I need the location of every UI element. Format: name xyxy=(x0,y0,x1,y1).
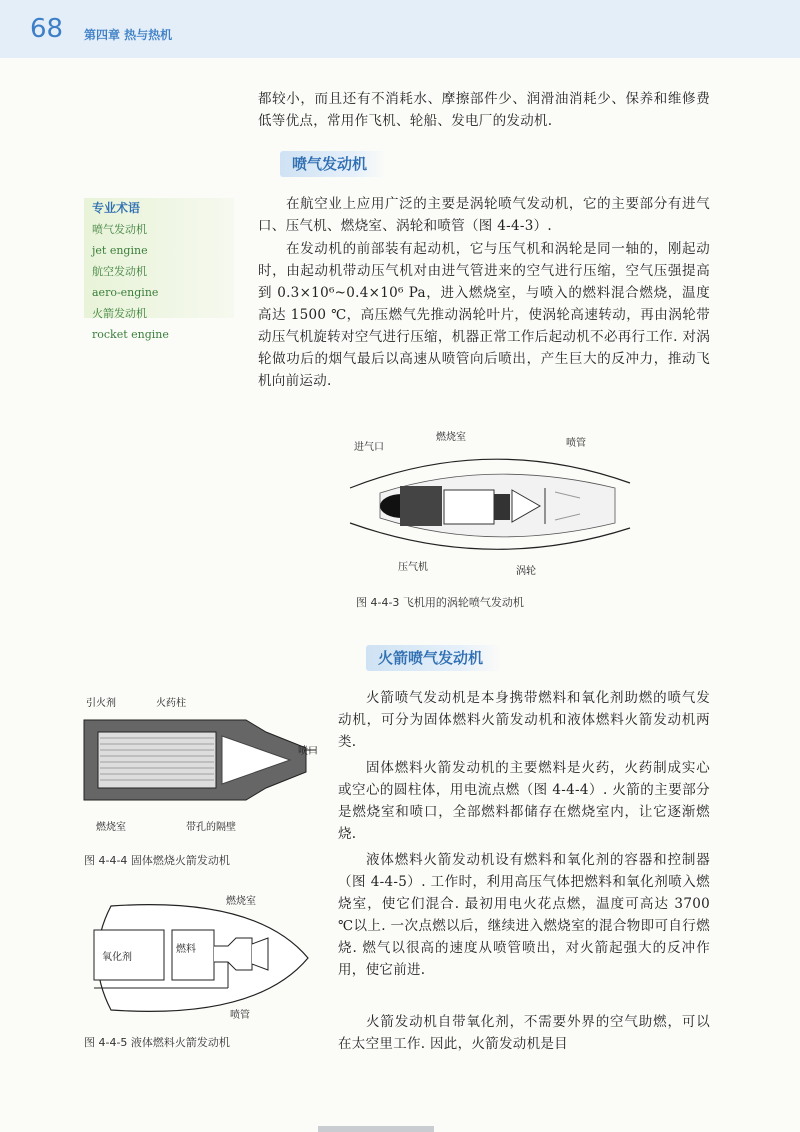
figure-caption-444: 图 4-4-4 固体燃烧火箭发动机 xyxy=(84,854,230,867)
section-heading-rocket: 火箭喷气发动机 xyxy=(366,645,501,671)
glossary-item: 喷气发动机 xyxy=(92,223,147,236)
figure-caption-445: 图 4-4-5 液体燃料火箭发动机 xyxy=(84,1036,230,1049)
glossary-item: rocket engine xyxy=(92,328,169,341)
paragraph-rocket-3: 液体燃料火箭发动机设有燃料和氧化剂的容器和控制器（图 4-4-5）. 工作时，利用高压气体把燃料和氧化剂喷入燃烧室，使它们混合. 最初用电火花点燃，温度可高达 3700 ℃以上. 一次点燃以后，继续进入燃烧室的混合物即可自行燃烧. 燃气以很高的速度从喷管喷出，对火箭起强大的反冲作用，使它前进. xyxy=(338,852,710,978)
label-chamber: 燃烧室 xyxy=(96,822,126,833)
label-nozzle-port: 喷口 xyxy=(298,746,318,757)
intro-paragraph: 都较小，而且还有不消耗水、摩擦部件少、润滑油消耗少、保养和维修费低等优点，常用作飞机、轮船、发电厂的发动机. xyxy=(258,91,710,129)
label-igniter: 引火剂 xyxy=(86,698,116,709)
paragraph-rocket-1: 火箭喷气发动机是本身携带燃料和氧化剂助燃的喷气发动机，可分为固体燃料火箭发动机和液体燃料火箭发动机两类. xyxy=(338,690,710,750)
label-inlet: 进气口 xyxy=(354,442,384,453)
page-header-band xyxy=(0,0,800,58)
glossary-item: 火箭发动机 xyxy=(92,307,147,320)
paragraph-rocket-4: 火箭发动机自带氧化剂，不需要外界的空气助燃，可以在太空里工作. 因此，火箭发动机是目 xyxy=(338,1014,710,1052)
footer-tab xyxy=(318,1126,434,1132)
chapter-title: 第四章 热与热机 xyxy=(84,28,173,42)
section-heading-jet: 喷气发动机 xyxy=(280,151,385,177)
label-nozzle-liquid: 喷管 xyxy=(230,1010,250,1021)
label-nozzle: 喷管 xyxy=(566,438,586,449)
label-compressor: 压气机 xyxy=(398,562,428,573)
glossary-item: 航空发动机 xyxy=(92,265,147,278)
figure-caption-443: 图 4-4-3 飞机用的涡轮喷气发动机 xyxy=(356,596,524,609)
label-turbine: 涡轮 xyxy=(516,566,536,577)
label-baffle: 带孔的隔壁 xyxy=(186,822,236,833)
label-combustor: 燃烧室 xyxy=(436,432,466,443)
page-number: 68 xyxy=(30,14,64,44)
glossary-title: 专业术语 xyxy=(92,201,141,215)
solid-rocket-diagram xyxy=(76,690,336,840)
glossary-item: aero-engine xyxy=(92,286,159,299)
label-oxidizer: 氧化剂 xyxy=(102,952,132,963)
paragraph-jet-2: 在发动机的前部装有起动机，它与压气机和涡轮是同一轴的，刚起动时，由起动机带动压气机对由进气管进来的空气进行压缩，空气压强提高到 0.3×10⁶~0.4×10⁶ Pa，进入燃烧室，与喷入的燃料混合燃烧，温度高达 1500 ℃，高压燃气先推动涡轮叶片，使涡轮高速转动，再由涡轮带动压气机旋转对空气进行压缩，机器正常工作后起动机不必再行工作. 对涡轮做功后的烟气最后以高速从喷管向后喷出，产生巨大的反冲力，推动飞机向前运动. xyxy=(258,241,710,389)
label-fuel: 燃料 xyxy=(176,944,196,955)
label-propellant: 火药柱 xyxy=(156,698,186,709)
paragraph-rocket-2: 固体燃料火箭发动机的主要燃料是火药，火药制成实心或空心的圆柱体，用电流点燃（图 4-4-4）. 火箭的主要部分是燃烧室和喷口，全部燃料都储存在燃烧室内，让它逐渐燃烧. xyxy=(338,760,710,842)
glossary-box xyxy=(84,198,234,341)
liquid-rocket-diagram xyxy=(76,888,336,1026)
label-chamber-liquid: 燃烧室 xyxy=(226,896,256,907)
paragraph-jet-1: 在航空业上应用广泛的主要是涡轮喷气发动机，它的主要部分有进气口、压气机、燃烧室、涡轮和喷管（图 4-4-3）. xyxy=(258,196,710,234)
glossary-item: jet engine xyxy=(92,244,148,257)
turbojet-diagram xyxy=(340,428,640,578)
